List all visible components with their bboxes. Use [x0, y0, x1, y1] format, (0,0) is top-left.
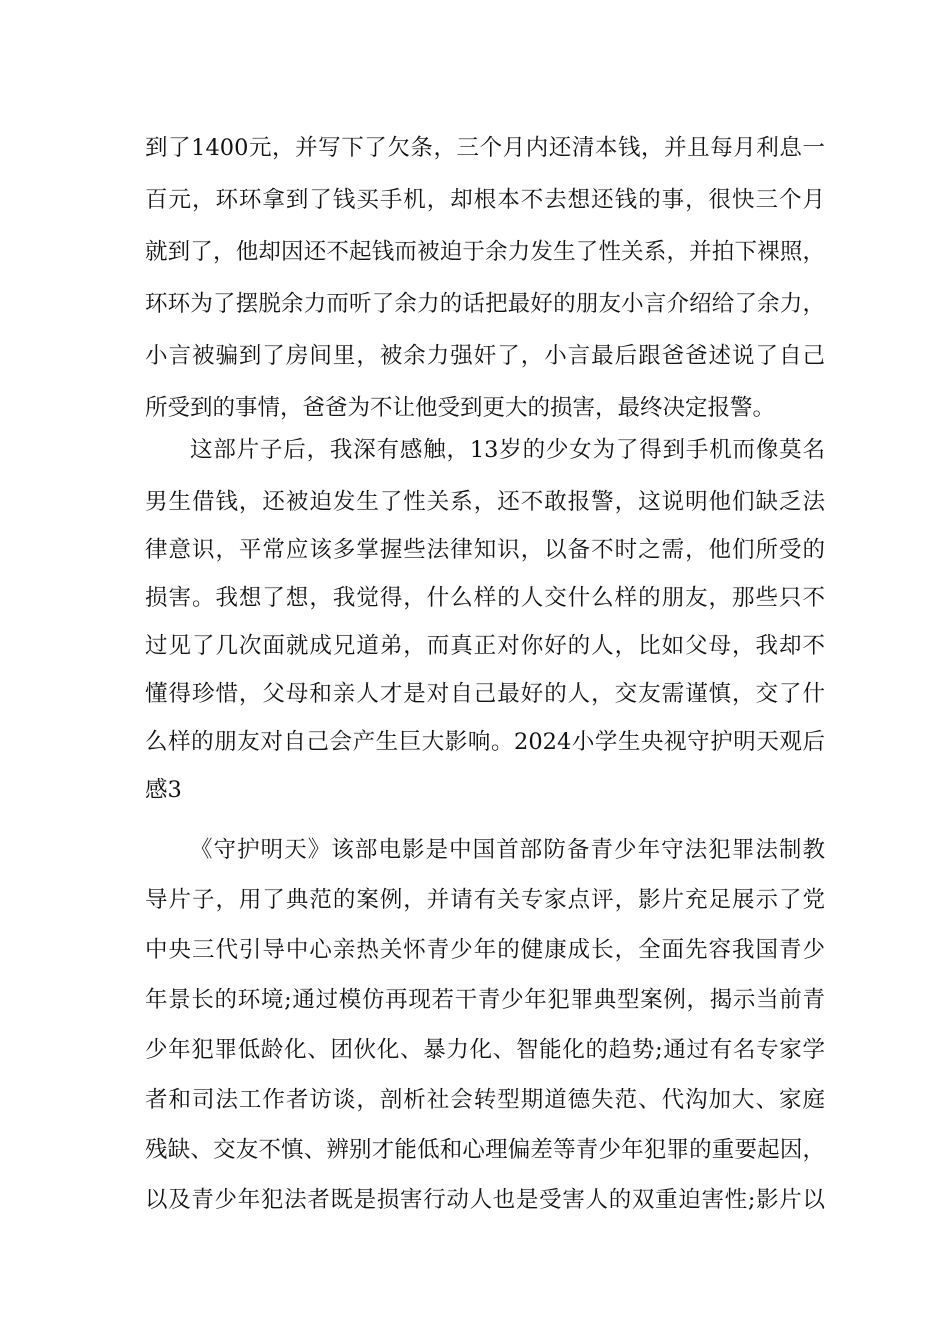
paragraph-3-line-7: 残缺、交友不慎、辨别才能低和心理偏差等青少年犯罪的重要起因，	[145, 1137, 825, 1163]
paragraph-3-line-8: 以及青少年犯法者既是损害行动人也是受害人的双重迫害性;影片以	[145, 1187, 825, 1213]
paragraph-2-line-3: 律意识，平常应该多掌握些法律知识，以备不时之需，他们所受的	[145, 537, 825, 563]
paragraph-2-line-7: 么样的朋友对自己会产生巨大影响。2024小学生央视守护明天观后	[145, 729, 825, 755]
paragraph-1-line-4: 环环为了摆脱余力而听了余力的话把最好的朋友小言介绍给了余力，	[145, 291, 825, 317]
paragraph-3-line-5: 少年犯罪低龄化、团伙化、暴力化、智能化的趋势;通过有名专家学	[145, 1037, 825, 1063]
paragraph-2-line-2: 男生借钱，还被迫发生了性关系，还不敢报警，这说明他们缺乏法	[145, 489, 825, 515]
paragraph-1-line-1: 到了1400元，并写下了欠条，三个月内还清本钱，并且每月利息一	[145, 135, 825, 161]
paragraph-3-line-3: 中央三代引导中心亲热关怀青少年的健康成长，全面先容我国青少	[145, 937, 825, 963]
paragraph-3-line-6: 者和司法工作者访谈，剖析社会转型期道德失范、代沟加大、家庭	[145, 1087, 825, 1113]
paragraph-3-line-2: 导片子，用了典范的案例，并请有关专家点评，影片充足展示了党	[145, 887, 825, 913]
paragraph-2-line-4: 损害。我想了想，我觉得，什么样的人交什么样的朋友，那些只不	[145, 585, 825, 611]
paragraph-3-line-1: 《守护明天》该部电影是中国首部防备青少年守法犯罪法制教	[190, 837, 825, 863]
paragraph-2-line-8: 感3	[145, 777, 182, 803]
paragraph-2-line-6: 懂得珍惜，父母和亲人才是对自己最好的人，交友需谨慎，交了什	[145, 681, 825, 707]
paragraph-1-line-5: 小言被骗到了房间里，被余力强奸了，小言最后跟爸爸述说了自己	[145, 343, 825, 369]
paragraph-1-line-6: 所受到的事情，爸爸为不让他受到更大的损害，最终决定报警。	[145, 395, 776, 421]
paragraph-1-line-2: 百元，环环拿到了钱买手机，却根本不去想还钱的事，很快三个月	[145, 187, 825, 213]
paragraph-3-line-4: 年景长的环境;通过模仿再现若干青少年犯罪典型案例，揭示当前青	[145, 987, 825, 1013]
paragraph-1-line-3: 就到了，他却因还不起钱而被迫于余力发生了性关系，并拍下裸照，	[145, 239, 825, 265]
paragraph-2-line-5: 过见了几次面就成兄道弟，而真正对你好的人，比如父母，我却不	[145, 633, 825, 659]
paragraph-2-line-1: 这部片子后，我深有感触，13岁的少女为了得到手机而像莫名	[190, 437, 825, 463]
